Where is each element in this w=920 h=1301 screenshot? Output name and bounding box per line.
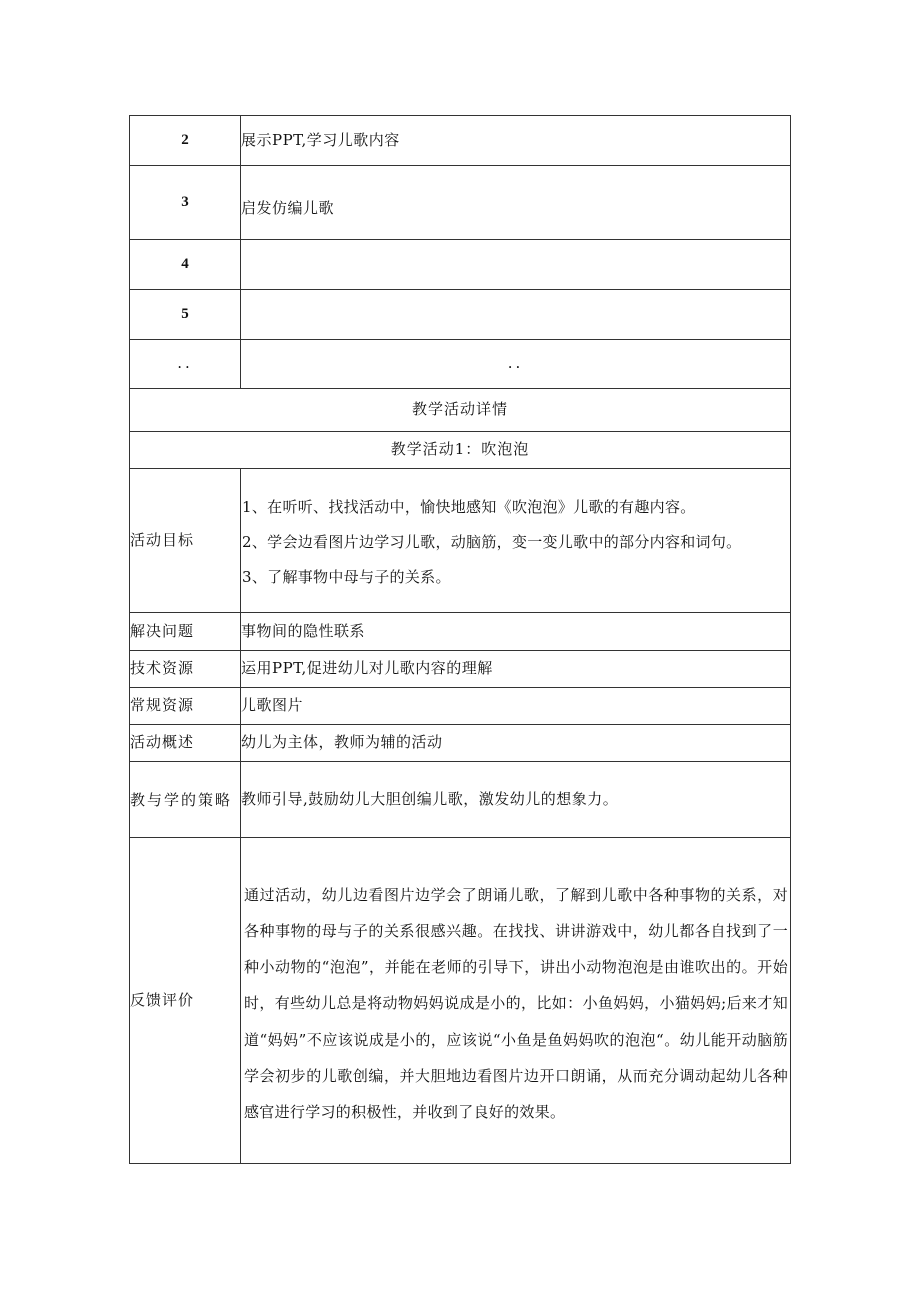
step-number: .. xyxy=(130,340,241,389)
feedback-row xyxy=(130,838,791,1164)
step-content xyxy=(241,290,791,340)
strategy-label: 教与学的策略 xyxy=(130,762,241,838)
problem-content: 事物间的隐性联系 xyxy=(241,613,791,651)
step-number: 2 xyxy=(130,116,241,166)
section-title: 教学活动详情 xyxy=(130,389,791,432)
goal-item: 2、学会边看图片边学习儿歌，动脑筋，变一变儿歌中的部分内容和词句。 xyxy=(242,533,742,551)
goals-label: 活动目标 xyxy=(130,469,241,613)
tech-content: 运用PPT,促进幼儿对儿歌内容的理解 xyxy=(241,651,791,688)
overview-label: 活动概述 xyxy=(130,725,241,762)
feedback-cell xyxy=(241,838,791,1164)
activity-title: 教学活动1：吹泡泡 xyxy=(130,432,791,469)
problem-label: 解决问题 xyxy=(130,613,241,651)
step-content: .. xyxy=(241,340,791,389)
step-row xyxy=(130,340,791,389)
goal-item: 1、在听听、找找活动中，愉快地感知《吹泡泡》儿歌的有趣内容。 xyxy=(242,498,696,516)
goal-item: 3、了解事物中母与子的关系。 xyxy=(242,568,451,586)
section-title-row xyxy=(130,389,791,432)
goals-content xyxy=(241,469,791,613)
overview-row xyxy=(130,725,791,762)
regular-row xyxy=(130,688,791,725)
feedback-content: 通过活动，幼儿边看图片边学会了朗诵儿歌，了解到儿歌中各种事物的关系，对各种事物的母与子的关系很感兴趣。在找找、讲讲游戏中，幼儿都各自找到了一种小动物的“泡泡”，并能在老师的引导下，讲出小动物泡泡是由谁吹出的。开始时，有些幼儿总是将动物妈妈说成是小的，比如：小鱼妈妈，小猫妈妈;后来才知道“妈妈”不应该说成是小的，应该说“小鱼是鱼妈妈吹的泡泡“。幼儿能开动脑筋学会初步的儿歌创编，并大胆地边看图片边开口朗诵，从而充分调动起幼儿各种感官进行学习的积极性，并收到了良好的效果。 xyxy=(244,885,788,1121)
strategy-row xyxy=(130,762,791,838)
feedback-label: 反馈评价 xyxy=(130,838,241,1164)
lesson-plan-table xyxy=(129,115,791,1164)
step-content: 展示PPT,学习儿歌内容 xyxy=(241,116,791,166)
step-row xyxy=(130,290,791,340)
step-number: 4 xyxy=(130,240,241,290)
problem-row xyxy=(130,613,791,651)
step-row xyxy=(130,166,791,240)
regular-content: 儿歌图片 xyxy=(241,688,791,725)
step-number: 5 xyxy=(130,290,241,340)
overview-content: 幼儿为主体，教师为辅的活动 xyxy=(241,725,791,762)
activity-title-row xyxy=(130,432,791,469)
tech-label: 技术资源 xyxy=(130,651,241,688)
strategy-content: 教师引导,鼓励幼儿大胆创编儿歌，激发幼儿的想象力。 xyxy=(241,762,791,838)
step-number: 3 xyxy=(130,166,241,240)
regular-label: 常规资源 xyxy=(130,688,241,725)
goals-row xyxy=(130,469,791,613)
step-row xyxy=(130,116,791,166)
tech-row xyxy=(130,651,791,688)
step-content: 启发仿编儿歌 xyxy=(241,166,791,240)
step-row xyxy=(130,240,791,290)
step-content xyxy=(241,240,791,290)
